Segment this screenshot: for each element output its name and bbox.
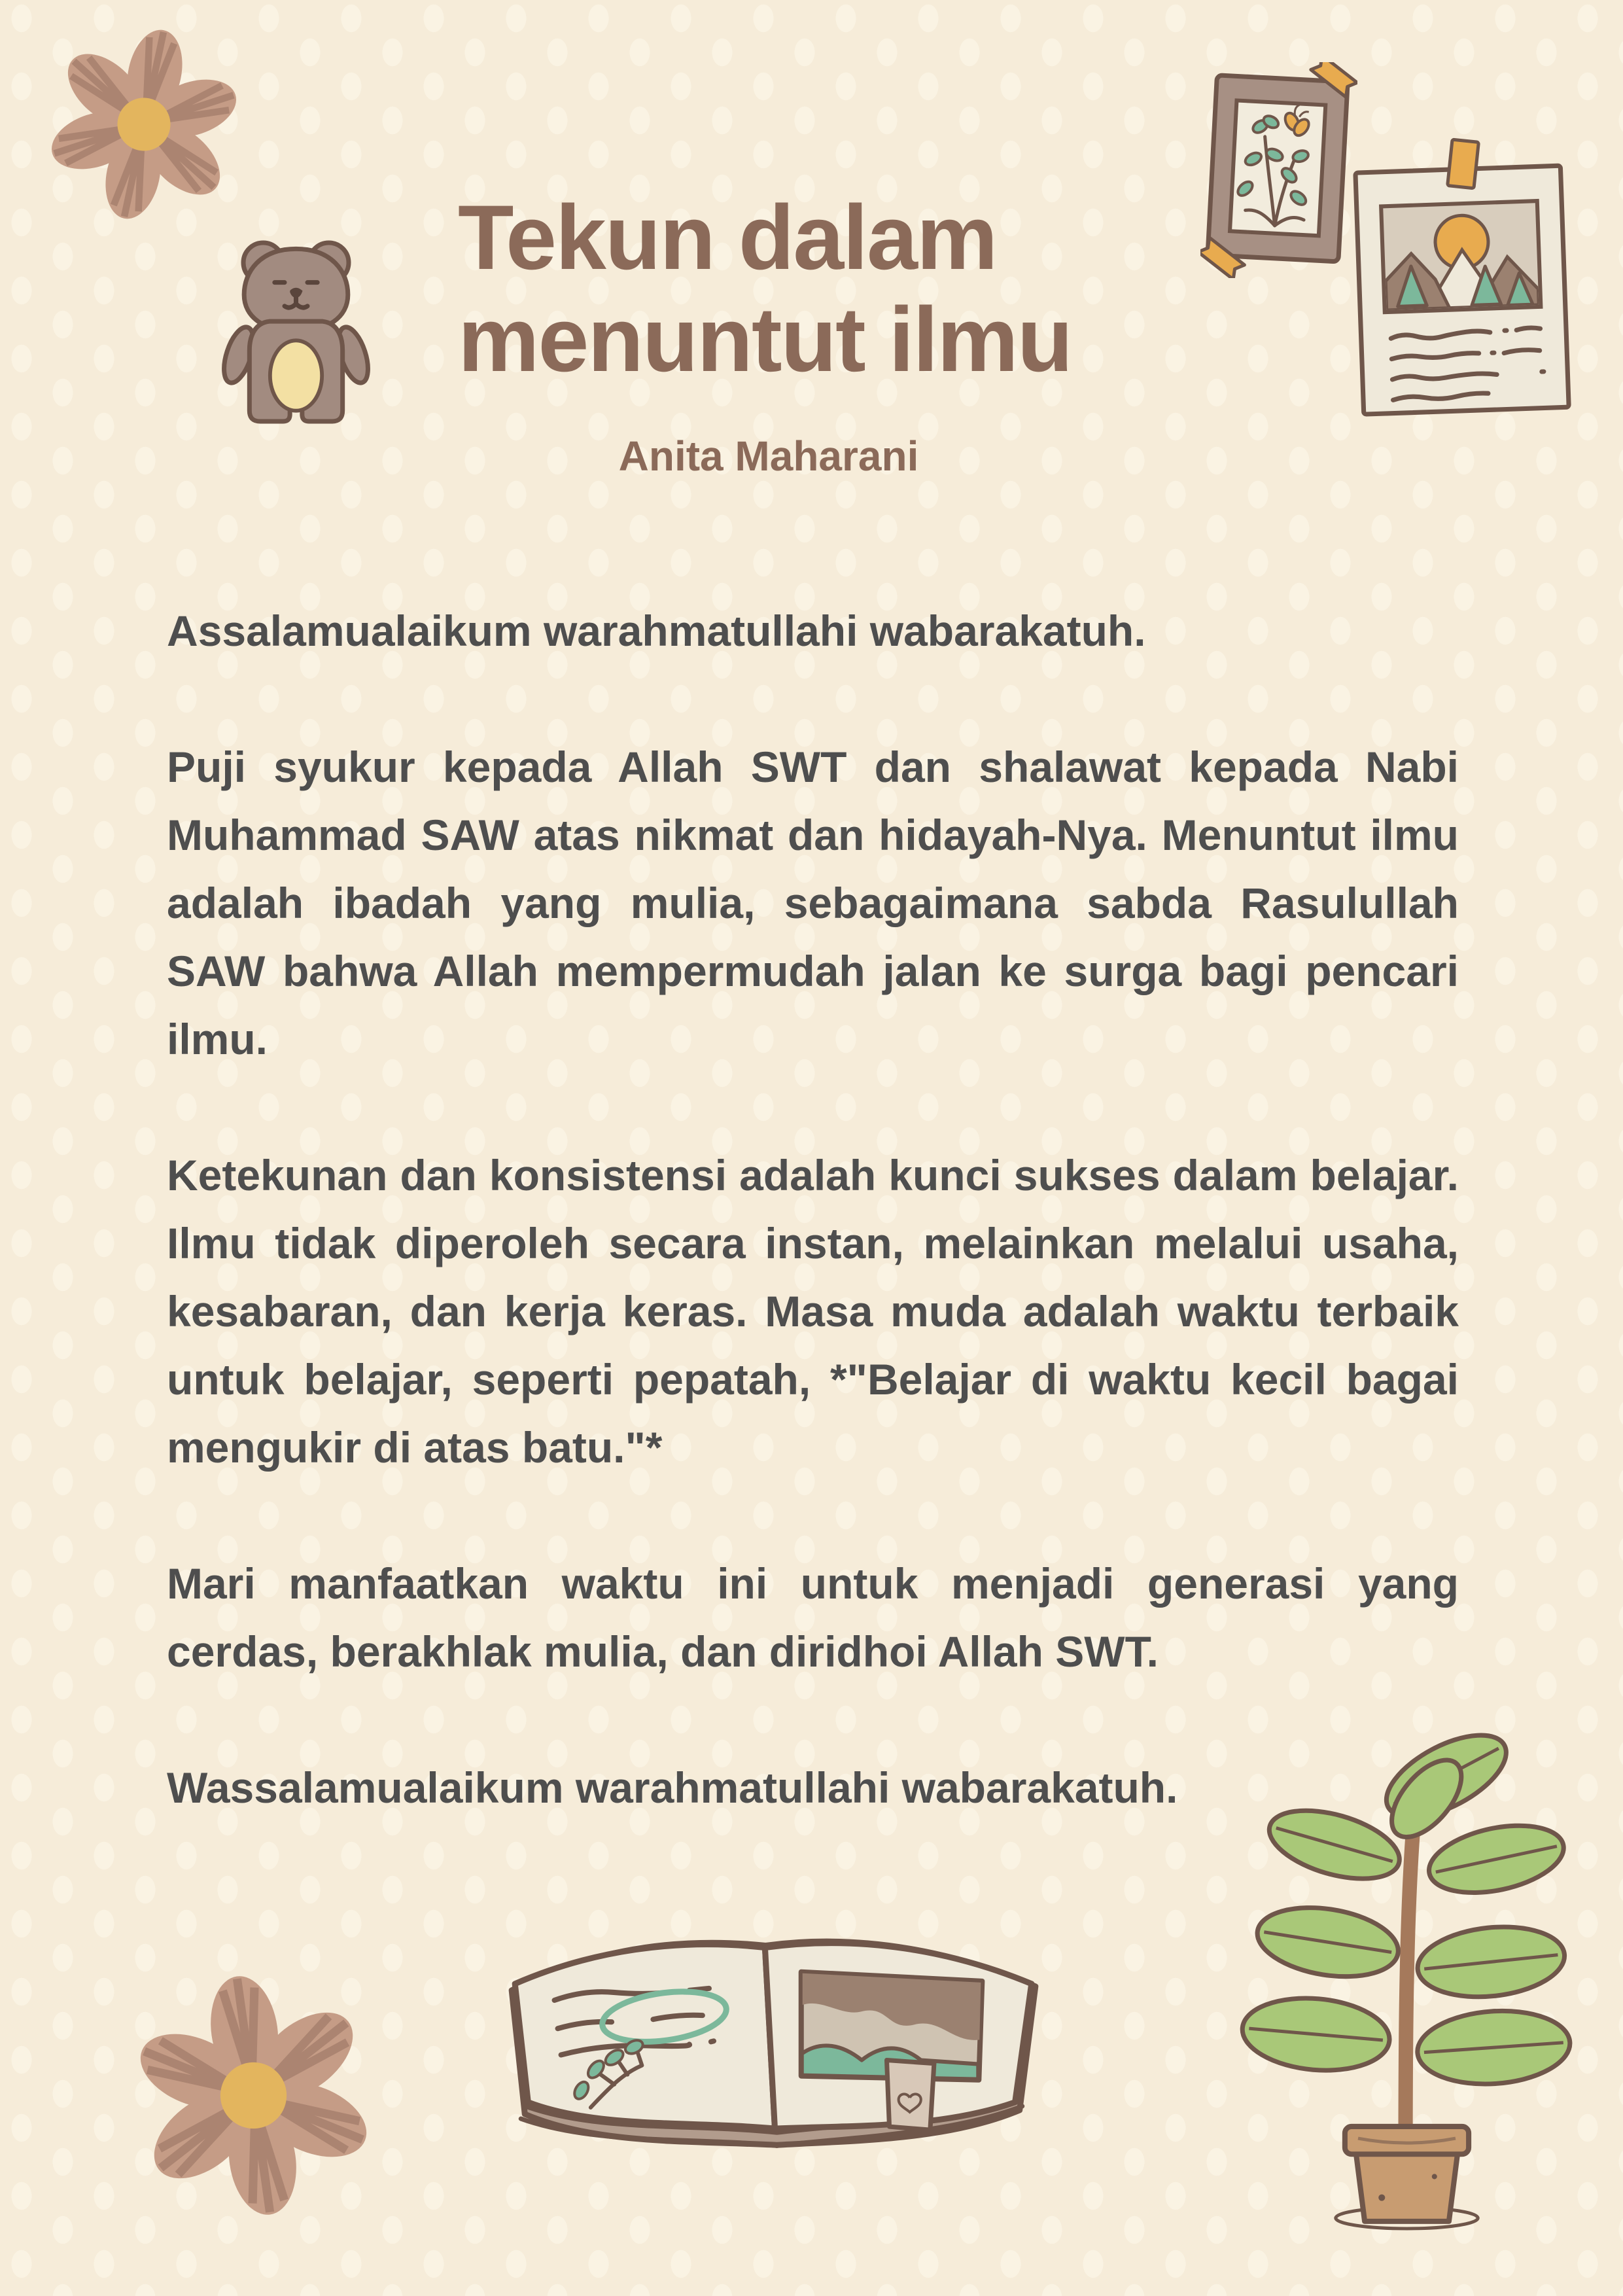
open-book-icon	[492, 1911, 1058, 2202]
flower-icon	[115, 1957, 393, 2234]
teddy-bear-icon	[216, 229, 376, 435]
page-title	[458, 186, 1276, 391]
pot	[1345, 2127, 1469, 2221]
paragraph-gratitude: Puji syukur kepada Allah SWT dan shalawat kepada Nabi Muhammad SAW atas nikmat dan hidayah-Nya. Menuntut ilmu adalah ibadah yang mulia, sebagaimana sabda Rasulullah SAW bahwa Allah mempermudah jalan ke surga bagi pencari ilmu.	[167, 743, 1459, 1063]
paragraph-persistence: Ketekunan dan konsistensi adalah kunci sukses dalam belajar. Ilmu tidak diperoleh secara instan, melainkan melalui usaha, kesabaran, dan kerja keras. Masa muda adalah waktu terbaik untuk belajar, seperti pepatah, *"Belajar di waktu kecil bagai mengukir di atas batu."*	[167, 1151, 1459, 1472]
paragraph-invitation: Mari manfaatkan waktu ini untuk menjadi generasi yang cerdas, berakhlak mulia, dan diridhoi Allah SWT.	[167, 1559, 1459, 1676]
paragraph-closing: Wassalamualaikum warahmatullahi wabarakatuh.	[167, 1763, 1178, 1812]
bookmark-icon	[886, 2060, 934, 2130]
flower-icon	[27, 8, 260, 241]
body-text	[167, 597, 1459, 1822]
pressed-flower-frame-icon	[1200, 62, 1357, 278]
bear-belly	[270, 340, 322, 410]
title-line-2: menuntut ilmu	[458, 288, 1072, 391]
title-line-1: Tekun dalam	[458, 186, 997, 289]
washi-tape-icon	[1448, 139, 1479, 188]
left-page	[515, 1945, 775, 2128]
paragraph-greeting: Assalamualaikum warahmatullahi wabarakatuh.	[167, 607, 1146, 655]
author-name: Anita Maharani	[618, 433, 919, 480]
potted-plant-icon	[1229, 1720, 1585, 2233]
mountain-postcard-icon	[1349, 137, 1575, 422]
